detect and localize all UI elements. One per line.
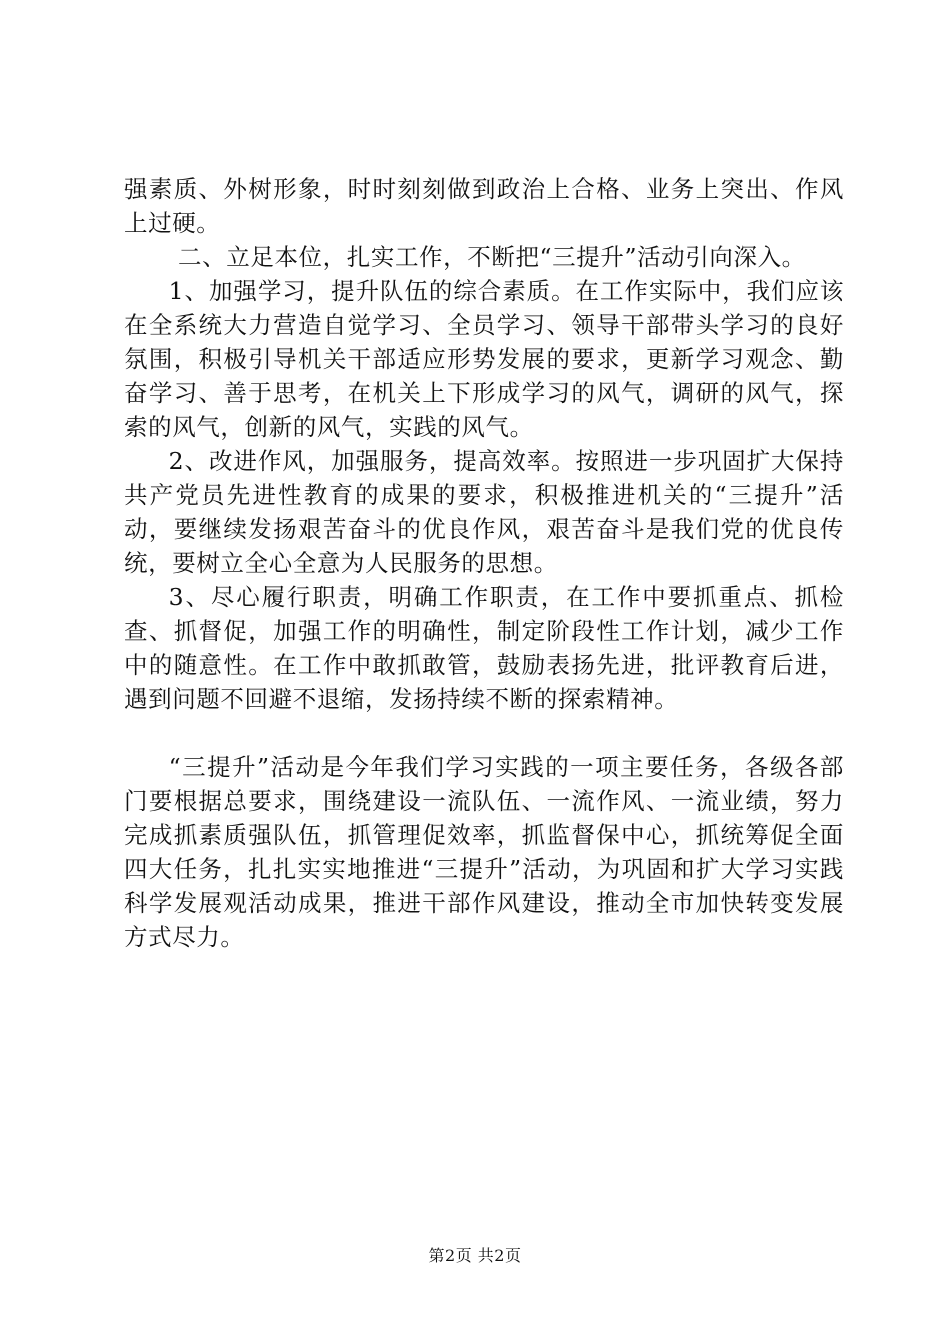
paragraph-conclusion: “三提升”活动是今年我们学习实践的一项主要任务，各级各部门要根据总要求，围绕建设一流队伍、一流作风、一流业绩，努力完成抓素质强队伍，抓管理促效率，抓监督保中心，抓统筹促全面四大任务，扎扎实实地推进“三提升”活动，为巩固和扩大学习实践科学发展观活动成果，推进干部作风建设，推动全市加快转变发展方式尽力。: [124, 753, 844, 951]
paragraph-continuation: 强素质、外树形象，时时刻刻做到政治上合格、业务上突出、作风上过硬。: [124, 175, 844, 237]
section-heading-two: 二、立足本位，扎实工作，不断把“三提升”活动引向深入。: [178, 243, 806, 271]
paragraph-item-3: 3、尽心履行职责，明确工作职责，在工作中要抓重点、抓检查、抓督促，加强工作的明确性，制定阶段性工作计划，减少工作中的随意性。在工作中敢抓敢管，鼓励表扬先进，批评教育后进，遇到问题不回避不退缩，发扬持续不断的探索精神。: [124, 583, 844, 713]
document-body: [124, 172, 844, 954]
paragraph-item-1: 1、加强学习，提升队伍的综合素质。在工作实际中，我们应该在全系统大力营造自觉学习、全员学习、领导干部带头学习的良好氛围，积极引导机关干部适应形势发展的要求，更新学习观念、勤奋学习、善于思考，在机关上下形成学习的风气，调研的风气，探索的风气，创新的风气，实践的风气。: [124, 277, 844, 441]
page-footer: 第2页 共2页: [428, 1246, 522, 1265]
paragraph-item-2: 2、改进作风，加强服务，提高效率。按照进一步巩固扩大保持共产党员先进性教育的成果的要求，积极推进机关的“三提升”活动，要继续发扬艰苦奋斗的优良作风，艰苦奋斗是我们党的优良传统，要树立全心全意为人民服务的思想。: [124, 447, 844, 577]
